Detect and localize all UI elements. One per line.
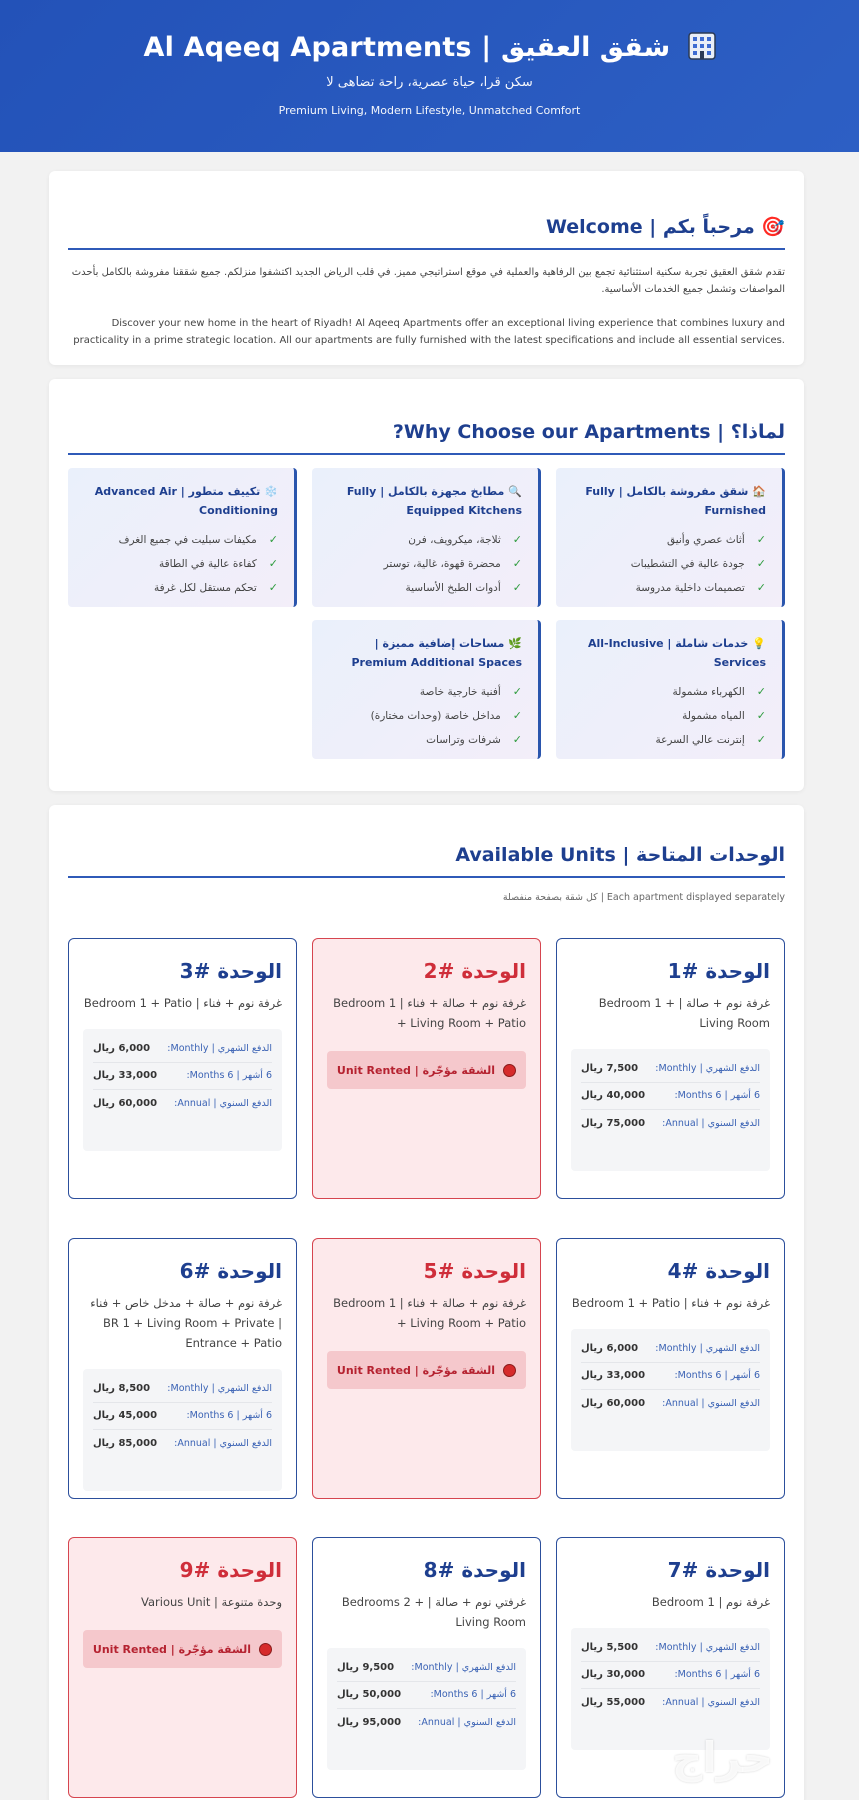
feature-list-item (326, 680, 522, 704)
feature-list-item (82, 528, 278, 552)
price-value: 95,000 ريال (337, 1717, 402, 1729)
price-label: الدفع السنوي | Annual: (174, 1098, 272, 1110)
feature-card (556, 620, 785, 759)
feature-list-item (570, 680, 766, 704)
price-row-six (581, 1083, 760, 1111)
price-label: 6 أشهر | Months 6: (186, 1070, 272, 1082)
feature-list (570, 528, 766, 600)
price-value: 85,000 ريال (93, 1438, 158, 1450)
feature-card (68, 468, 297, 607)
price-table (83, 1369, 282, 1491)
price-row-annual (581, 1689, 760, 1717)
building-icon (688, 32, 716, 60)
price-label: الدفع الشهري | Monthly: (411, 1661, 516, 1673)
feature-list-item (326, 552, 522, 576)
check-icon: ✓ (756, 533, 766, 546)
site-title-text: Al Aqeeq Apartments | شقق العقيق (143, 32, 671, 63)
feature-list-item (326, 576, 522, 600)
check-icon: ✓ (512, 581, 522, 594)
feature-list-item (326, 728, 522, 752)
watermark-logo: حراج (671, 1733, 773, 1782)
rented-label: الشقة مؤجّرة | Unit Rented (336, 1363, 496, 1377)
price-row-monthly (93, 1375, 272, 1403)
why-choose-title: ?Why Choose our Apartments | لماذا؟ (392, 421, 785, 443)
price-label: الدفع السنوي | Annual: (662, 1118, 760, 1130)
price-value: 33,000 ريال (581, 1370, 646, 1382)
available-units-subtitle: كل شقة بصفحة منفصلة | Each apartment displayed separately (502, 892, 785, 903)
price-label: الدفع السنوي | Annual: (418, 1717, 516, 1729)
unit-name: الوحدة #5 (423, 1259, 526, 1283)
price-label: الدفع الشهري | Monthly: (167, 1042, 272, 1054)
price-row-annual (581, 1390, 760, 1418)
check-icon: ✓ (512, 533, 522, 546)
unit-description: غرفة نوم + فناء | Bedroom 1 + Patio (571, 1296, 770, 1310)
feature-list-item (570, 576, 766, 600)
feature-title (326, 634, 522, 672)
price-value: 60,000 ريال (581, 1398, 646, 1410)
rented-badge (83, 1630, 282, 1668)
feature-title (326, 482, 522, 520)
price-value: 6,000 ريال (93, 1042, 151, 1054)
price-table (571, 1049, 770, 1171)
check-icon: ✓ (268, 581, 278, 594)
unit-card[interactable] (312, 1537, 541, 1798)
price-row-six (581, 1363, 760, 1391)
feature-icon: 🔍 (508, 485, 522, 498)
why-choose-divider (68, 453, 785, 455)
feature-list (326, 680, 522, 752)
feature-icon: 🌿 (508, 637, 522, 650)
unit-card[interactable] (556, 938, 785, 1199)
unit-description: وحدة متنوعة | Various Unit (141, 1595, 282, 1609)
price-table (327, 1648, 526, 1770)
feature-item-text: كفاءة عالية في الطاقة (159, 558, 257, 570)
welcome-title: Welcome | مرحباً بكم 🎯 (545, 216, 785, 238)
unit-description: غرفة نوم + صالة + فناء | Bedroom 1 + Living Room + Patio (333, 1296, 526, 1330)
price-value: 5,500 ريال (581, 1641, 639, 1653)
price-table (571, 1628, 770, 1750)
feature-card (312, 620, 541, 759)
feature-item-text: مكيفات سبليت في جميع الغرف (118, 534, 257, 546)
check-icon: ✓ (268, 533, 278, 546)
unit-name: الوحدة #6 (179, 1259, 282, 1283)
price-value: 45,000 ريال (93, 1410, 158, 1422)
feature-list-item (326, 528, 522, 552)
price-row-monthly (93, 1035, 272, 1063)
unit-card[interactable] (68, 938, 297, 1199)
check-icon: ✓ (512, 685, 522, 698)
price-label: الدفع الشهري | Monthly: (655, 1062, 760, 1074)
price-row-annual (337, 1709, 516, 1737)
unit-description: غرفة نوم | Bedroom 1 (651, 1595, 770, 1609)
feature-item-text: الكهرباء مشمولة (672, 686, 745, 698)
feature-icon: 💡 (752, 637, 766, 650)
unit-name: الوحدة #4 (667, 1259, 770, 1283)
price-value: 30,000 ريال (581, 1669, 646, 1681)
feature-card (556, 468, 785, 607)
feature-item-text: إنترنت عالي السرعة (655, 734, 745, 746)
feature-icon: 🏠 (752, 485, 766, 498)
unit-description: غرفة نوم + صالة | Bedroom 1 + Living Room (598, 996, 770, 1030)
price-row-six (93, 1403, 272, 1431)
price-value: 75,000 ريال (581, 1118, 646, 1130)
price-table (83, 1029, 282, 1151)
check-icon: ✓ (756, 685, 766, 698)
rented-label: الشقة مؤجّرة | Unit Rented (92, 1642, 252, 1656)
price-label: 6 أشهر | Months 6: (430, 1689, 516, 1701)
price-row-monthly (337, 1654, 516, 1682)
available-units-title: Available Units | الوحدات المتاحة (455, 844, 785, 866)
price-value: 50,000 ريال (337, 1689, 402, 1701)
price-value: 55,000 ريال (581, 1697, 646, 1709)
feature-item-text: تحكم مستقل لكل غرفة (153, 582, 257, 594)
price-row-annual (93, 1430, 272, 1458)
feature-list-item (570, 704, 766, 728)
feature-list-item (326, 704, 522, 728)
price-label: 6 أشهر | Months 6: (186, 1410, 272, 1422)
unit-card[interactable] (312, 1238, 541, 1499)
price-value: 9,500 ريال (337, 1661, 395, 1673)
feature-list (326, 528, 522, 600)
check-icon: ✓ (756, 733, 766, 746)
feature-title (570, 482, 766, 520)
feature-list-item (82, 576, 278, 600)
unit-card[interactable] (312, 938, 541, 1199)
feature-title (570, 634, 766, 672)
unit-name: الوحدة #1 (667, 959, 770, 983)
red-circle-icon (259, 1643, 272, 1656)
unit-name: الوحدة #8 (423, 1558, 526, 1582)
check-icon: ✓ (268, 557, 278, 570)
price-label: الدفع الشهري | Monthly: (655, 1342, 760, 1354)
feature-title-text: مطابخ مجهزة بالكامل | Fully Equipped Kitchens (346, 485, 522, 517)
check-icon: ✓ (756, 557, 766, 570)
feature-item-text: محضرة قهوة، غالية، توستر (383, 558, 501, 570)
feature-item-text: مداخل خاصة (وحدات مختارة) (370, 710, 501, 722)
unit-name: الوحدة #3 (179, 959, 282, 983)
feature-card (312, 468, 541, 607)
feature-list (570, 680, 766, 752)
feature-icon: ❄️ (264, 485, 278, 498)
price-label: 6 أشهر | Months 6: (674, 1669, 760, 1681)
feature-list-item (570, 552, 766, 576)
red-circle-icon (503, 1064, 516, 1077)
feature-title-text: شقق مفروشة بالكامل | Fully Furnished (585, 485, 766, 517)
price-row-annual (581, 1110, 760, 1138)
feature-item-text: أثاث عصري وأنيق (666, 534, 745, 546)
check-icon: ✓ (756, 581, 766, 594)
welcome-divider (68, 248, 785, 250)
price-row-annual (93, 1090, 272, 1118)
check-icon: ✓ (512, 557, 522, 570)
feature-item-text: أدوات الطبخ الأساسية (405, 582, 501, 594)
feature-item-text: شرفات وتراسات (426, 734, 501, 746)
unit-name: الوحدة #2 (423, 959, 526, 983)
welcome-card (49, 171, 804, 365)
welcome-paragraph-english: Discover your new home in the heart of Riyadh! Al Aqeeq Apartments offer an exceptional living experience that combines luxury and practicality in a prime strategic location. All our apartments are fully furnished with the latest specifications and include all essential services. (73, 318, 785, 346)
feature-item-text: المياه مشمولة (682, 710, 745, 722)
check-icon: ✓ (512, 709, 522, 722)
unit-description: غرفة نوم + صالة + مدخل خاص + فناء | BR 1 + Living Room + Private Entrance + Patio (90, 1296, 282, 1350)
price-label: 6 أشهر | Months 6: (674, 1090, 760, 1102)
unit-description: غرفة نوم + فناء | Bedroom 1 + Patio (83, 996, 282, 1010)
price-row-monthly (581, 1335, 760, 1363)
price-label: الدفع السنوي | Annual: (662, 1398, 760, 1410)
welcome-paragraph-arabic: تقدم شقق العقيق تجربة سكنية استثنائية تجمع بين الرفاهية والعملية في موقع استراتيجي مميز. في قلب الرياض الجديد اكتشفوا منزلكم. جميع شققنا مفروشة بالكامل بأحدث المواصفات وتشمل جميع الخدمات الأساسية. (71, 267, 785, 295)
feature-title-text: تكييف متطور | Advanced Air Conditioning (94, 485, 278, 517)
unit-description: غرفة نوم + صالة + فناء | Bedroom 1 + Living Room + Patio (333, 996, 526, 1030)
rented-badge (327, 1051, 526, 1089)
feature-item-text: ثلاجة، ميكرويف، فرن (408, 534, 501, 546)
feature-title-text: خدمات شاملة | All-Inclusive Services (587, 637, 766, 669)
why-choose-card (49, 379, 804, 791)
price-row-six (337, 1682, 516, 1710)
price-table (571, 1329, 770, 1451)
rented-badge (327, 1351, 526, 1389)
price-value: 8,500 ريال (93, 1382, 151, 1394)
red-circle-icon (503, 1364, 516, 1377)
price-label: الدفع السنوي | Annual: (662, 1697, 760, 1709)
unit-description: غرفتي نوم + صالة | Bedrooms 2 + Living Room (341, 1595, 526, 1629)
price-row-monthly (581, 1634, 760, 1662)
feature-title (82, 482, 278, 520)
price-label: الدفع الشهري | Monthly: (655, 1641, 760, 1653)
feature-item-text: جودة عالية في التشطيبات (630, 558, 745, 570)
check-icon: ✓ (756, 709, 766, 722)
feature-list-item (82, 552, 278, 576)
unit-name: الوحدة #7 (667, 1558, 770, 1582)
price-row-six (581, 1662, 760, 1690)
price-label: الدفع السنوي | Annual: (174, 1438, 272, 1450)
price-value: 6,000 ريال (581, 1342, 639, 1354)
price-value: 33,000 ريال (93, 1070, 158, 1082)
feature-list-item (570, 528, 766, 552)
rented-label: الشقة مؤجّرة | Unit Rented (336, 1063, 496, 1077)
feature-item-text: تصميمات داخلية مدروسة (635, 582, 745, 594)
unit-card[interactable] (556, 1238, 785, 1499)
check-icon: ✓ (512, 733, 522, 746)
price-row-monthly (581, 1055, 760, 1083)
site-title (0, 32, 859, 63)
feature-item-text: أفنية خارجية خاصة (419, 686, 501, 698)
price-value: 40,000 ريال (581, 1090, 646, 1102)
unit-card[interactable] (68, 1537, 297, 1798)
unit-card[interactable] (68, 1238, 297, 1499)
price-label: 6 أشهر | Months 6: (674, 1370, 760, 1382)
price-label: الدفع الشهري | Monthly: (167, 1382, 272, 1394)
unit-name: الوحدة #9 (179, 1558, 282, 1582)
subtitle-english: Premium Living, Modern Lifestyle, Unmatched Comfort (278, 104, 581, 117)
price-row-six (93, 1063, 272, 1091)
page-header (0, 0, 859, 152)
feature-list (82, 528, 278, 600)
feature-title-text: مساحات إضافية مميزة | Premium Additional Spaces (351, 637, 522, 669)
feature-list-item (570, 728, 766, 752)
price-value: 60,000 ريال (93, 1098, 158, 1110)
price-value: 7,500 ريال (581, 1062, 639, 1074)
subtitle-arabic: سكن قرا، حياة عصرية، راحة تضاهى لا (326, 75, 533, 90)
available-units-card (49, 805, 804, 1800)
